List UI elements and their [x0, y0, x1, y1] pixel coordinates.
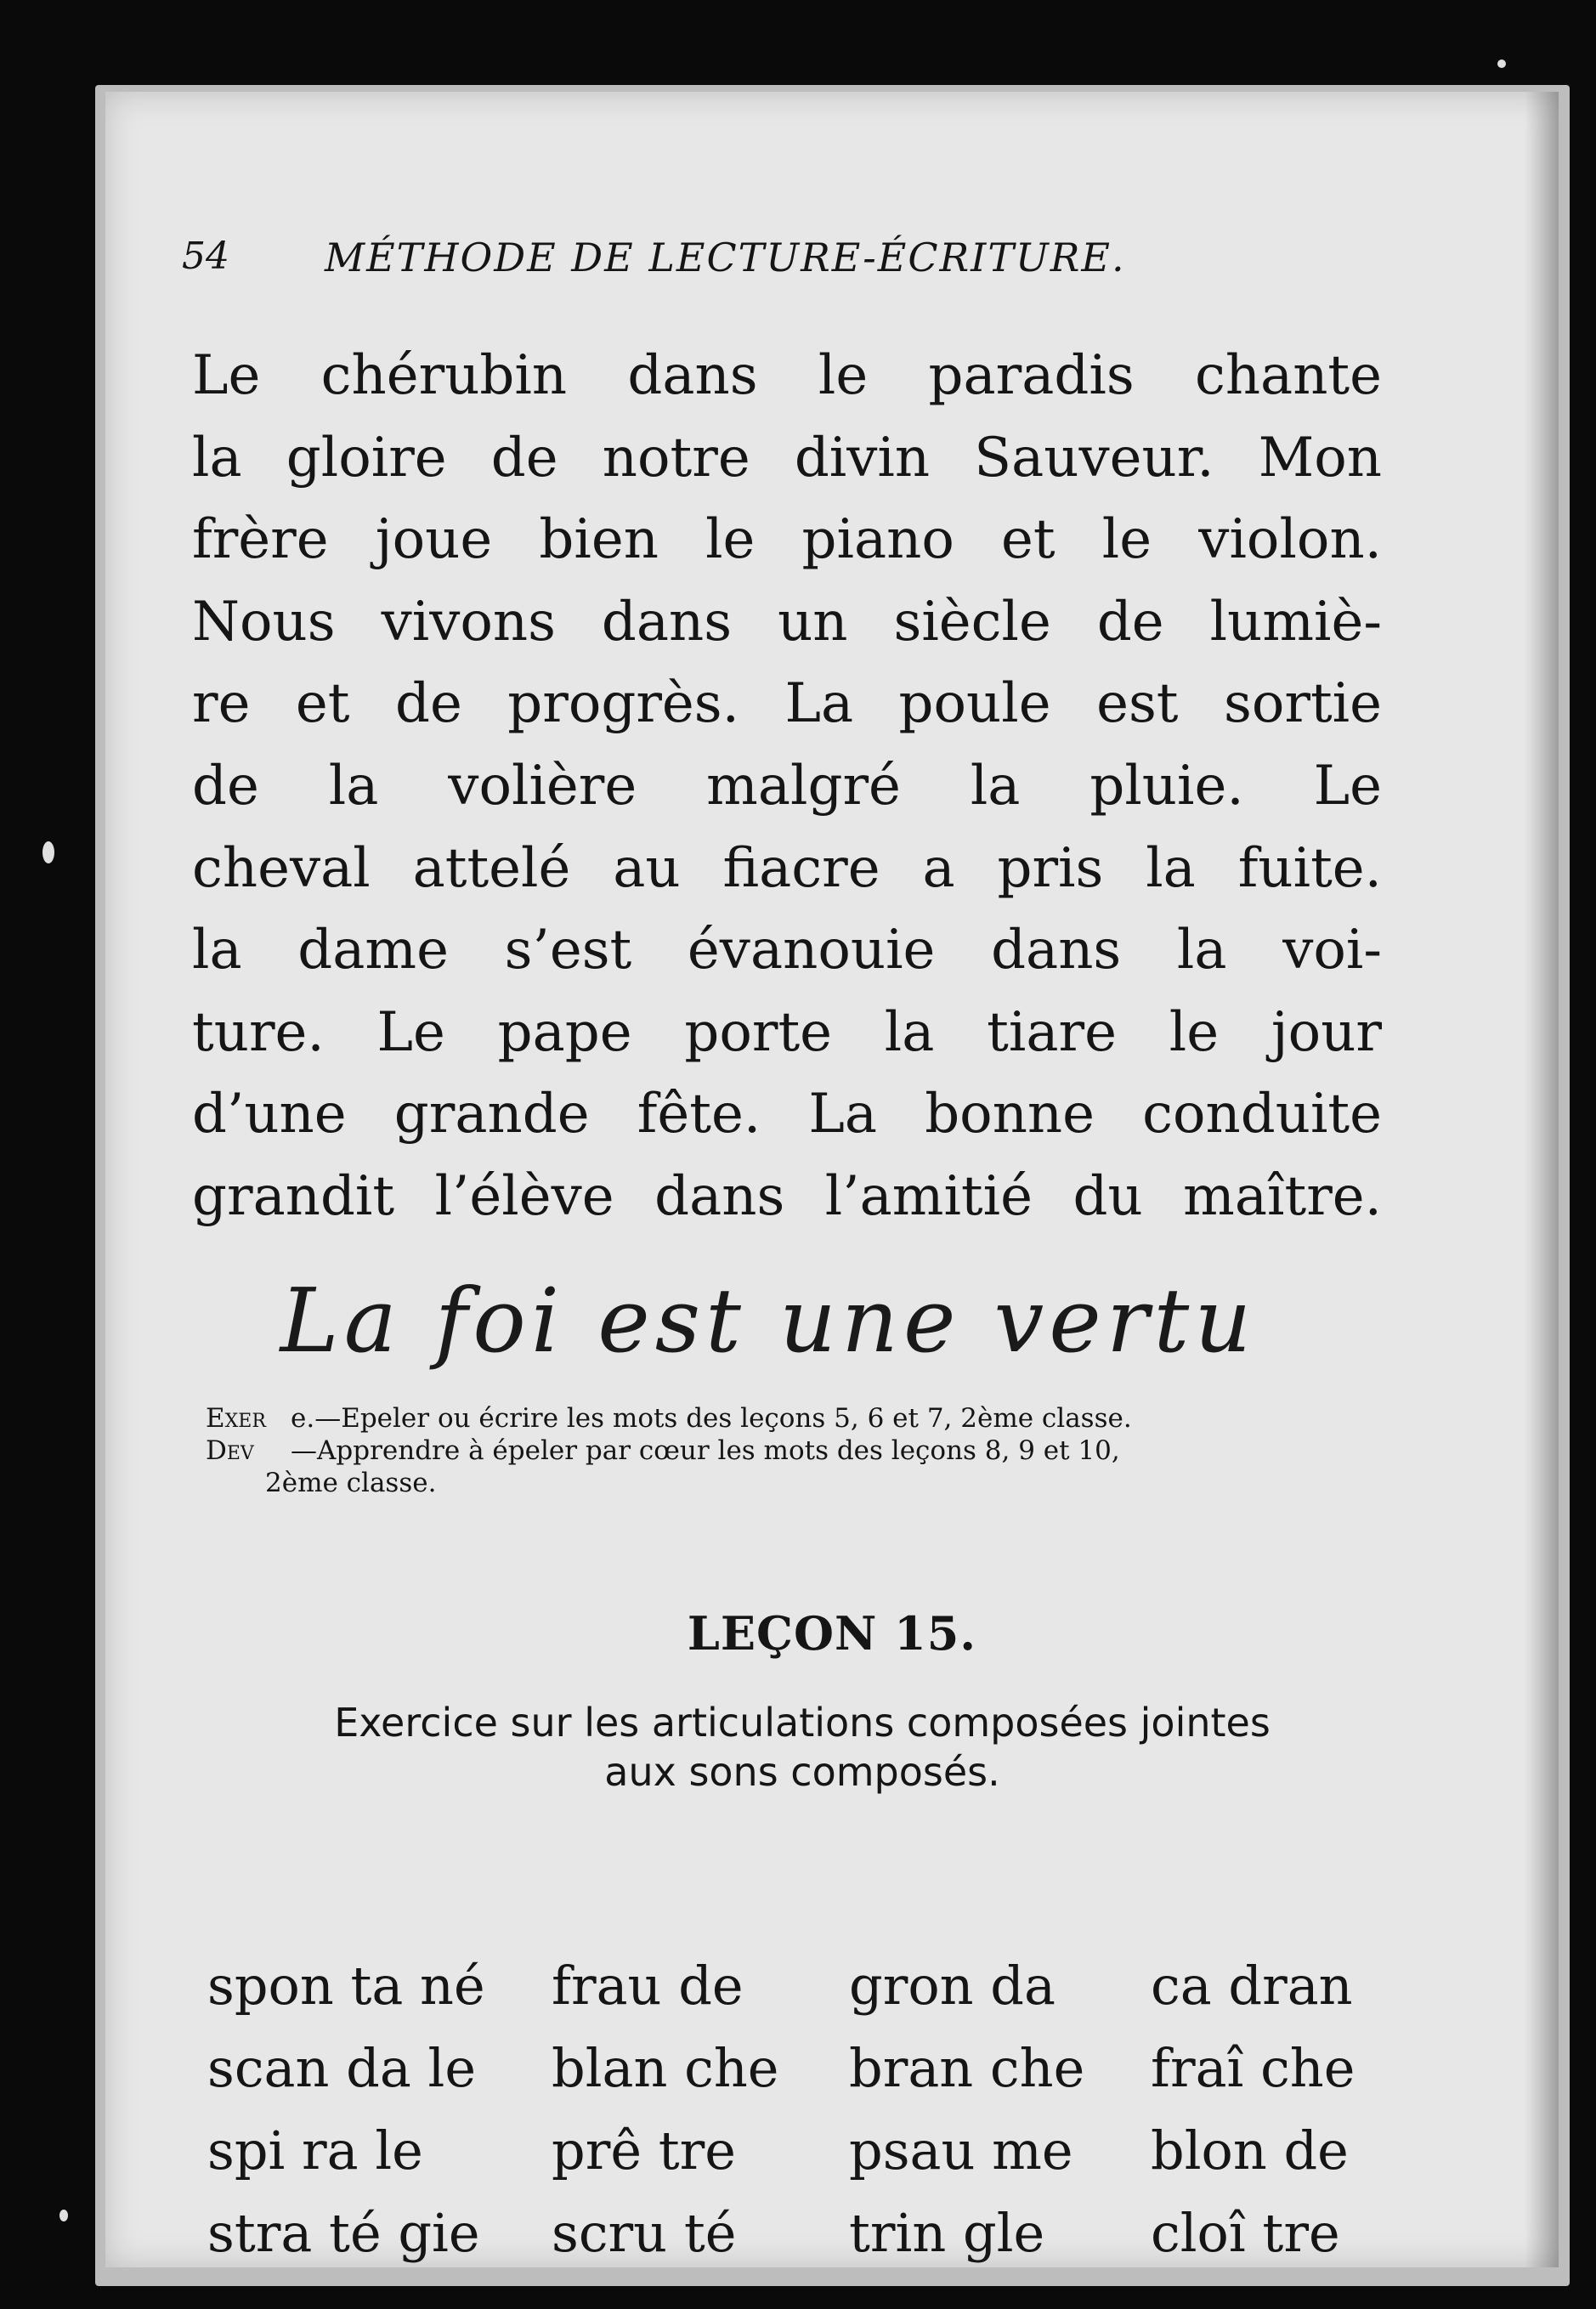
lesson-subtitle-line: aux sons composés. [604, 1749, 1000, 1795]
page-number: 54 [182, 235, 229, 278]
syllable-word: psau me [849, 2119, 1073, 2182]
syllable-table [207, 1944, 1414, 2274]
paragraph-line: grandit l’élève dans l’amitié du maître. [192, 1164, 1382, 1228]
lesson-subtitle-line: Exercice sur les articulations composées jointes [334, 1700, 1271, 1746]
syllable-word: scru té [552, 2202, 737, 2264]
homework-note [206, 1435, 1387, 1467]
paragraph-line: cheval attelé au fiacre a pris la fuite. [192, 836, 1382, 900]
scan-speck [1497, 59, 1506, 68]
page-header [182, 235, 1287, 294]
homework-text: —Apprendre à épeler par cœur les mots des leçons 8, 9 et 10, [291, 1435, 1120, 1466]
syllable-word: stra té gie [207, 2202, 480, 2264]
exercise-label: Exer [206, 1403, 266, 1434]
paragraph-line: Nous vivons dans un siècle de lumiè- [192, 590, 1382, 654]
syllable-word: bran che [849, 2037, 1085, 2099]
paragraph-line: d’une grande fête. La bonne conduite [192, 1083, 1382, 1146]
scan-speck [59, 2210, 68, 2221]
lesson-subtitle [199, 1698, 1406, 1797]
paragraph-line: la dame s’est évanouie dans la voi- [192, 919, 1382, 982]
scan-speck [42, 841, 54, 863]
page-shadow [1525, 92, 1559, 2267]
syllable-word: gron da [849, 1955, 1056, 2017]
syllable-word: prê tre [552, 2119, 736, 2182]
syllable-word: scan da le [207, 2037, 477, 2099]
paragraph-line: la gloire de notre divin Sauveur. Mon [192, 426, 1382, 490]
paragraph-line: ture. Le pape porte la tiare le jour [192, 1000, 1382, 1064]
reading-paragraph [192, 335, 1382, 1238]
syllable-word: fraî che [1151, 2037, 1355, 2099]
syllable-word: frau de [552, 1955, 744, 2017]
exercise-notes [206, 1402, 1387, 1499]
syllable-word: ca dran [1151, 1955, 1353, 2017]
lesson-title: LEÇON 15. [687, 1606, 977, 1661]
syllable-word: cloî tre [1151, 2202, 1340, 2264]
homework-label: Dev [206, 1435, 254, 1466]
exercise-note [206, 1402, 1387, 1435]
syllable-word: trin gle [849, 2202, 1045, 2264]
exercise-text: e.—Epeler ou écrire les mots des leçons 5, 6 et 7, 2ème classe. [291, 1403, 1132, 1434]
homework-continuation: 2ème classe. [265, 1468, 437, 1498]
syllable-word: spi ra le [207, 2119, 423, 2182]
paragraph-line: frère joue bien le piano et le violon. [192, 508, 1382, 572]
paragraph-line: re et de progrès. La poule est sortie [192, 672, 1382, 736]
running-title: MÉTHODE DE LECTURE-ÉCRITURE. [325, 235, 1126, 280]
cursive-model-line: La foi est une vertu [280, 1269, 1257, 1372]
paragraph-line: Le chérubin dans le paradis chante [192, 344, 1382, 407]
syllable-word: spon ta né [207, 1955, 485, 2017]
book-page [105, 92, 1559, 2267]
syllable-word: blan che [552, 2037, 779, 2099]
paragraph-line: de la volière malgré la pluie. Le [192, 754, 1382, 818]
syllable-word: blon de [1151, 2119, 1349, 2182]
